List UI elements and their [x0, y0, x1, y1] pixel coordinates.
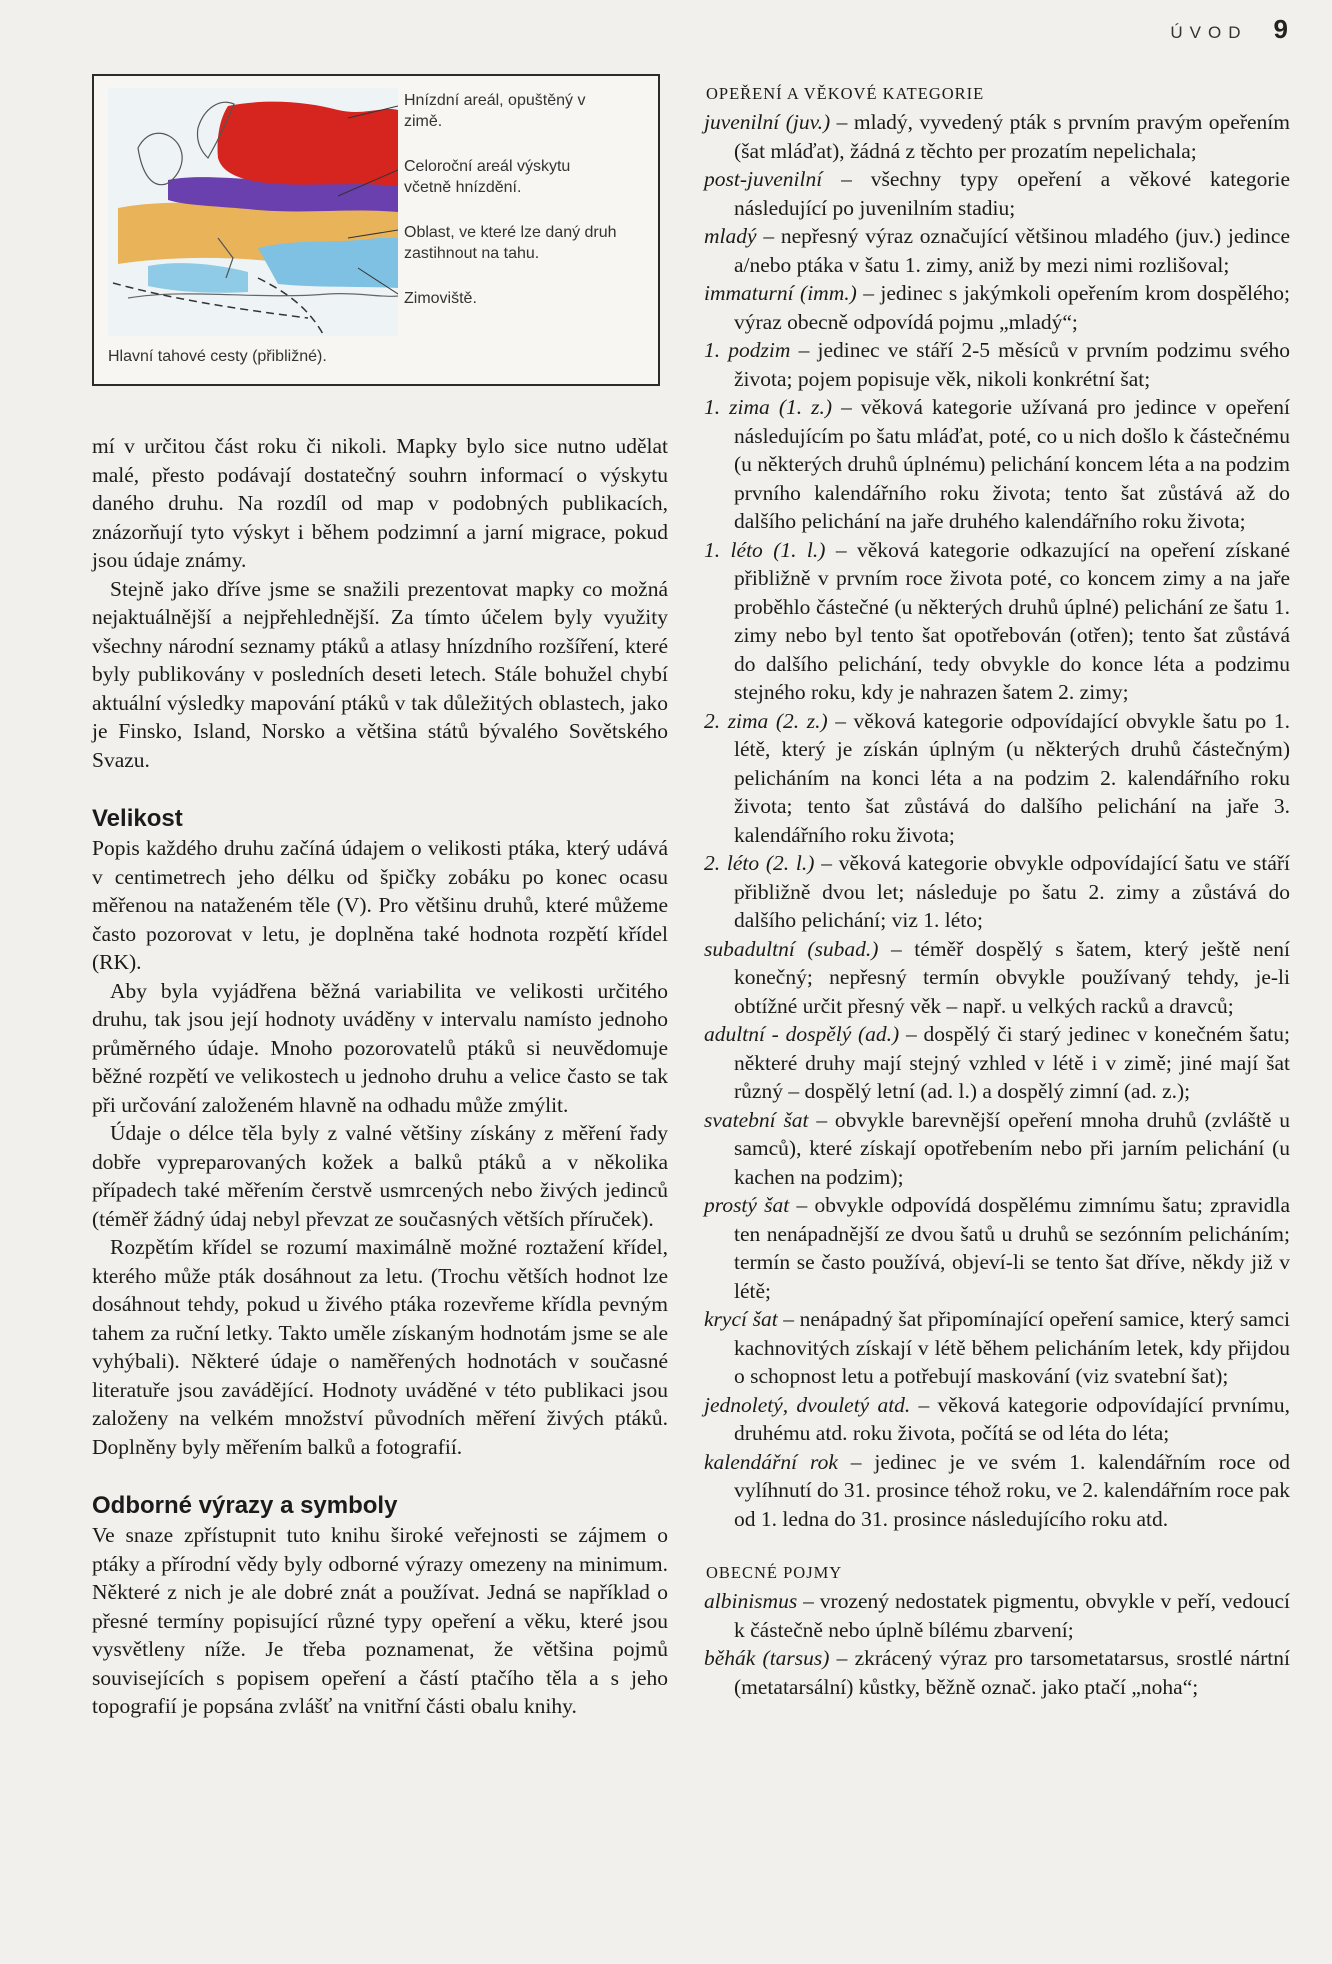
glossary-definition: – jedinec ve stáří 2-5 měsíců v prvním podzimu svého života; pojem popisuje věk, nikoli konkrétní šat; [734, 338, 1290, 391]
legend-text: Zimoviště. [404, 290, 477, 307]
left-column [92, 432, 668, 1721]
glossary-definition: – všechny typy opeření a věkové kategorie následující po juvenilním stadiu; [734, 167, 1290, 220]
general-glossary [704, 1587, 1290, 1701]
section-heading-size: Velikost [92, 805, 183, 832]
glossary-entry [704, 393, 1290, 536]
legend-text: Oblast, ve které lze daný druh zastihnout na tahu. [404, 224, 617, 262]
glossary-definition: – dospělý či starý jedinec v konečném šatu; některé druhy mají stejný vzhled v létě i v zimě; jiné mají šat různý – dospělý letní (ad. l.) a dospělý zimní (ad. z.); [734, 1022, 1290, 1103]
legend-wintering [404, 288, 477, 309]
glossary-term: krycí šat [704, 1307, 778, 1331]
glossary-entry [704, 1587, 1290, 1644]
right-column [704, 82, 1290, 1701]
glossary-term: 1. podzim [704, 338, 791, 362]
glossary-entry [704, 1020, 1290, 1106]
glossary-entry [704, 1106, 1290, 1192]
routes-label: Hlavní tahové cesty (přibližné). [108, 348, 327, 365]
subheading-plumage: OPEŘENÍ A VĚKOVÉ KATEGORIE [706, 84, 985, 103]
paragraph: Údaje o délce těla byly z valné většiny získány z měření řady dobře vypreparovaných kožek a balků ptáků a v několika případech také měřením čerstvě usmrcených nebo živých jedinců (téměř žádný údaj nebyl převzat ze současných větších příruček). [92, 1121, 668, 1231]
glossary-definition: – věková kategorie odpovídající obvykle šatu po 1. létě, který je získán úplným (u některých druhů částečným) pelicháním na konci léta a na podzim 2. kalendářního roku života; tento šat zůstává do dalšího pelichání na jaře 3. kalendářního roku života; [734, 708, 1290, 847]
glossary-entry [704, 1448, 1290, 1534]
glossary-term: subadultní (subad.) [704, 936, 879, 961]
paragraph: mí v určitou část roku či nikoli. Mapky bylo sice nutno udělat malé, přesto podávají dostatečný souhrn informací o výskytu daného druhu. Na rozdíl od map v podobných publikacích, znázorňují tyto výskyt i během podzimní a jarní migrace, pokud jsou údaje známy. [92, 434, 668, 572]
glossary-entry [704, 707, 1290, 850]
legend-text: Celoroční areál výskytu včetně hnízdění. [404, 158, 571, 196]
glossary-definition: – nenápadný šat připomínající opeření samice, který samci kachnovitých získají v létě během pelicháním letek, kdy přijdou o schopnost letu a potřebují maskování (viz svatební šat); [734, 1307, 1290, 1388]
legend-text: Hnízdní areál, opuštěný v zimě. [404, 92, 586, 130]
glossary-definition: – mladý, vyvedený pták s prvním pravým opeřením (šat mláďat), žádná z těchto per prozatím nepelichala; [734, 110, 1290, 163]
glossary-term: běhák (tarsus) [704, 1646, 830, 1670]
glossary-term: 1. zima (1. z.) [704, 395, 833, 419]
glossary-definition: – jedinec je ve svém 1. kalendářním roce od vylíhnutí do 31. prosince téhož roku, ve 2. kalendářním roce pak od 1. ledna do 31. prosince následujícího roku atd. [734, 1449, 1290, 1531]
distribution-map-figure [92, 74, 660, 386]
glossary-definition: – téměř dospělý s šatem, který ještě není konečný; nepřesný termín obvykle používaný tehdy, je-li obtížné určit přesný věk – např. u velkých racků a dravců; [734, 936, 1290, 1018]
glossary-term: immaturní (imm.) [704, 281, 857, 305]
glossary-term: adultní - dospělý (ad.) [704, 1022, 900, 1046]
plumage-glossary [704, 108, 1290, 1533]
glossary-term: prostý šat [704, 1193, 790, 1217]
glossary-entry [704, 279, 1290, 336]
glossary-definition: – věková kategorie odpovídající prvnímu, druhému atd. roku života, počítá se od léta do léta; [734, 1392, 1290, 1445]
glossary-entry [704, 1305, 1290, 1391]
glossary-definition: – jedinec s jakýmkoli opeřením krom dospělého; výraz obecně odpovídá pojmu „mladý“; [734, 281, 1290, 334]
section-heading-terms: Odborné výrazy a symboly [92, 1492, 398, 1519]
glossary-term: mladý [704, 224, 757, 248]
paragraph: Popis každého druhu začíná údajem o velikosti ptáka, který udává v centimetrech jeho délku od špičky zobáku po konec ocasu měřenou na nataženém těle (V). Pro většinu druhů, které můžeme často pozorovat v letu, je doplněna také hodnota rozpětí křídel (RK). [92, 836, 668, 974]
glossary-definition: – věková kategorie obvykle odpovídající šatu ve stáří přibližně dvou let; následuje po šatu 2. zimy a zůstává do dalšího pelichání; viz 1. léto; [734, 851, 1290, 932]
paragraph: Rozpětím křídel se rozumí maximálně možné roztažení křídel, kterého může pták dosáhnout za letu. (Trochu větších hodnot lze dosáhnout tehdy, pokud u živého ptáka rozevřeme křídla pevným tahem za ruční letky. Takto uměle získaným hodnotám jsme se ale vyhýbali). Některé údaje o naměřených hodnotách v současné literatuře jsou zavádějící. Hodnoty uváděné v této publikaci jsou založeny na velkém množství původních měření živých ptáků. Doplněny byly měřením balků a fotografií. [92, 1235, 668, 1459]
glossary-term: albinismus [704, 1589, 798, 1613]
glossary-term: post-juvenilní [704, 167, 823, 191]
paragraph: Ve snaze zpřístupnit tuto knihu široké veřejnosti se zájmem o ptáky a přírodní vědy byly odborné výrazy omezeny na minimum. Některé z nich je ale dobré znát a používat. Jedná se například o přesné termíny popisující různé typy opeření a věku, které jsou vysvětleny níže. Je třeba poznamenat, že většina pojmů souvisejících s popisem opeření a částí ptačího těla a s jeho topografií je popsána zvlášť na vnitřní části obalu knihy. [92, 1523, 668, 1718]
glossary-entry [704, 1644, 1290, 1701]
glossary-term: 1. léto (1. l.) [704, 537, 826, 562]
glossary-definition: – věková kategorie odkazující na opeření získané přibližně v prvním roce života poté, co koncem zimy a na jaře proběhlo částečné (u některých druhů úplné) pelichání ze šatu 1. zimy nebo byl tento šat opotřebován (otřen); tento šat zůstává do dalšího pelichání, tedy obvykle do konce léta a podzimu stejného roku, kdy je nahrazen šatem 2. zimy; [734, 537, 1290, 704]
glossary-definition: – obvykle barevnější opeření mnoha druhů (zvláště u samců), které získají opotřebením nebo při jarním pelichání (u kachen na podzim); [734, 1107, 1290, 1189]
glossary-term: 2. zima (2. z.) [704, 708, 828, 733]
page-number: 9 [1273, 14, 1288, 44]
glossary-term: 2. léto (2. l.) [704, 851, 815, 875]
section-title: ÚVOD [1170, 23, 1248, 42]
glossary-definition: – zkrácený výraz pro tarsometatarsus, srostlé nártní (metatarsální) kůstky, běžně označ. jako ptačí „noha“; [734, 1646, 1290, 1699]
legend-migration [404, 222, 624, 264]
glossary-definition: – vrozený nedostatek pigmentu, obvykle v peří, vedoucí k částečně nebo úplně bílému zbarvení; [734, 1589, 1290, 1642]
glossary-entry [704, 165, 1290, 222]
glossary-entry [704, 935, 1290, 1021]
glossary-entry [704, 1391, 1290, 1448]
map-illustration [108, 88, 398, 336]
page-header [1170, 14, 1288, 45]
legend-resident [404, 156, 614, 198]
glossary-entry [704, 336, 1290, 393]
glossary-entry [704, 1191, 1290, 1305]
glossary-entry [704, 222, 1290, 279]
map-breeding-zone [217, 102, 398, 186]
glossary-entry [704, 108, 1290, 165]
glossary-term: jednoletý, dvouletý atd. [704, 1392, 911, 1417]
glossary-term: svatební šat [704, 1107, 809, 1132]
glossary-entry [704, 536, 1290, 707]
glossary-definition: – věková kategorie užívaná pro jedince v opeření následujícím po šatu mláďat, poté, co u nich došlo k částečnému (u některých druhů úplnému) pelichání koncem léta a na podzim prvního kalendářního roku života; tento šat zůstává až do dalšího pelichání na jaře druhého kalendářního roku života; [734, 395, 1291, 533]
glossary-term: juvenilní (juv.) [704, 110, 831, 134]
paragraph: Stejně jako dříve jsme se snažili prezentovat mapky co možná nejaktuálnější a nejpřehlednější. Za tímto účelem byly využity všechny národní seznamy ptáků a atlasy hnízdního rozšíření, které byly publikovány v posledních deseti letech. Stále bohužel chybí aktuální výsledky mapování ptáků v tak důležitých oblastech, jako je Finsko, Island, Norsko a většina států bývalého Sovětského Svazu. [92, 576, 668, 772]
legend-breeding [404, 90, 624, 132]
glossary-term: kalendářní rok [704, 1449, 838, 1474]
glossary-definition: – obvykle odpovídá dospělému zimnímu šatu; zpravidla ten nenápadnější ze dvou šatů u druhů se sezónním pelicháním; termín se často používá, objeví-li se tento šat dříve, někdy již v létě; [734, 1193, 1290, 1303]
paragraph: Aby byla vyjádřena běžná variabilita ve velikosti určitého druhu, tak jsou její hodnoty uváděny v intervalu namísto jednoho průměrného údaje. Mnoho pozorovatelů ptáků si neuvědomuje běžné rozpětí ve velikostech u jednoho druhu a velice často se tak při určování založeném hlavně na odhadu může zmýlit. [92, 978, 668, 1117]
subheading-general: OBECNÉ POJMY [706, 1563, 843, 1582]
glossary-entry [704, 849, 1290, 935]
glossary-definition: – nepřesný výraz označující většinou mladého (juv.) jedince a/nebo ptáka v šatu 1. zimy, aniž by mezi nimi rozlišoval; [734, 224, 1290, 277]
